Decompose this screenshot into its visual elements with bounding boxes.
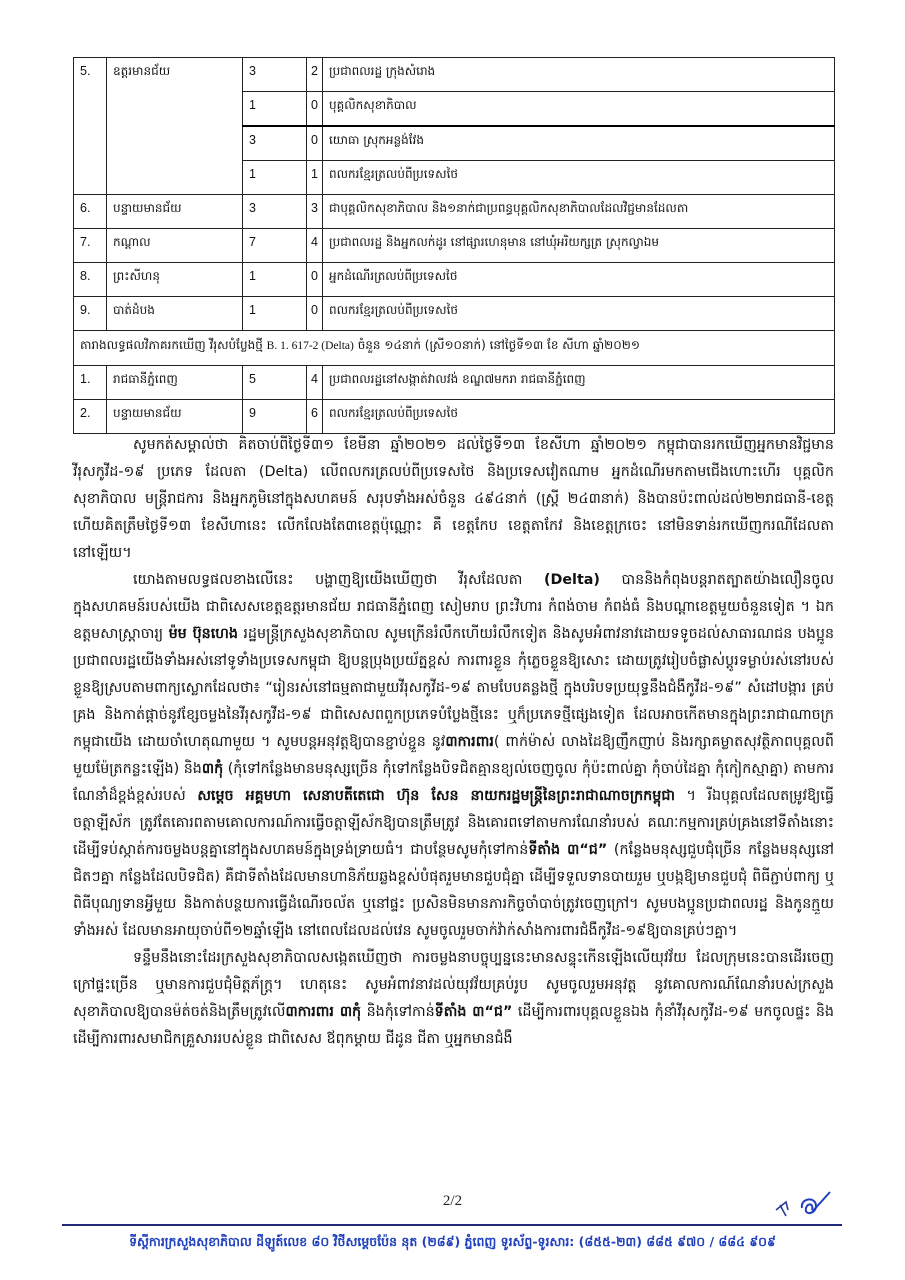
minister-name: ម៉ម ប៊ុនហេង [168, 626, 238, 642]
text-span: បាននិងកំពុងបន្តរាតត្បាតយ៉ាងលឿនចូលក្នុងសហគមន៍របស់យើង ជាពិសេសខេត្តឧត្តរមានជ័យ រាជធានីភ្នំពេញ សៀមរាប ព្រះវិហារ កំពង់ចាម កំពង់ធំ និងបណ្តាខេត្តមួយចំនួនទៀត ។ ឯកឧត្តមសាស្ត្រាចារ្យ [73, 572, 835, 642]
description-cell: ប្រជាពលរដ្ឋនៅសង្កាត់វាលវង់ ខណ្ឌ៧មករា រាជធានីភ្នំពេញ [323, 366, 835, 400]
row-number: 9. [74, 297, 107, 331]
paragraph-prevention-appeal [73, 567, 834, 945]
description-cell: ជាបុគ្គលិកសុខាភិបាល និង១នាក់ជាប្រពន្ធបុគ្គលិកសុខាភិបាលដែលវិជ្ជមានដែលតា [323, 195, 835, 229]
female-cell: 0 [307, 297, 323, 331]
total-cell: 1 [243, 263, 307, 297]
three-donts: ៣កុំ [201, 761, 224, 777]
text-span: (កុំទៅកន្លែងមានមនុស្សច្រើន កុំទៅកន្លែងបិទជិតគ្មានខ្យល់ចេញចូល កុំប៉ះពាល់គ្នា កុំចាប់ដៃគ្នា កុំកៀកស្មាគ្នា) តាមការណែនាំដ៏ខ្ពង់ខ្ពស់របស់ [73, 761, 834, 804]
province-cell: ឧត្តរមានជ័យ [107, 58, 243, 195]
text-span: និងកុំទៅកាន់ [366, 1004, 435, 1020]
female-cell: 0 [307, 126, 323, 161]
female-cell: 1 [307, 161, 323, 195]
text-span: (កន្លែងមនុស្សជួបជុំច្រើន កន្លែងមនុស្សនៅជិតៗគ្នា កន្លែងដែលបិទជិត) គឺជាទីតាំងដែលមានហានិភ័យឆ្លងខ្ពស់បំផុតរួមមានជួបជុំគ្នា ដើម្បីទទួលទានបាយរួម ឬបង្កឱ្យមានជួបជុំ ពិធីភ្ជាប់ពាក្យ ឬពិធីបុណ្យទានអ្វីមួយ និងកាត់បន្ថយការធ្វើដំណើរចល័ត ឬនៅផ្ទះ ប្រសិនមិនមានភារកិច្ចចាំបាច់ត្រូវចេញក្រៅ។ សូមបងប្អូនប្រជាពលរដ្ឋ និងកូនក្មួយទាំងអស់ ដែលមានអាយុចាប់ពី១២ឆ្នាំឡើង នៅពេលដែលដល់វេន សូមចូលរួមចាក់វ៉ាក់សាំងការពារជំងឺកូវីដ-១៩ឱ្យបានគ្រប់ៗគ្នា។ [73, 842, 835, 939]
description-cell: បុគ្គលិកសុខាភិបាល [323, 92, 835, 127]
total-cell: 3 [243, 195, 307, 229]
heading-prefix: តារាងលទ្ធផលវិភាគរកឃើញ វីរុសបំប្លែងថ្មី [80, 338, 263, 352]
description-cell: ប្រជាពលរដ្ឋ ក្រុងសំរោង [323, 58, 835, 92]
prime-minister-title: សម្តេច អគ្គមហា សេនាបតីតេជោ ហ៊ុន សែន នាយករដ្ឋមន្ត្រីនៃព្រះរាជាណាចក្រកម្ពុជា [197, 788, 675, 804]
heading-variant: B. 1. 617-2 (Delta) [266, 340, 354, 352]
three-places: ទីតាំង ៣“ជ” [434, 1004, 513, 1020]
total-cell: 9 [243, 400, 307, 434]
row-number: 1. [74, 366, 107, 400]
female-cell: 6 [307, 400, 323, 434]
province-cell: បាត់ដំបង [107, 297, 243, 331]
table-row [74, 297, 835, 331]
text-span: រដ្ឋមន្ត្រីក្រសួងសុខាភិបាល សូមក្រើនរំលឹកហើយរំលឹកទៀត និងសូមអំពាវនាវដោយទទូចដល់សាធារណជន បងប្អូនប្រជាពលរដ្ឋយើងទាំងអស់នៅទូទាំងប្រទេសកម្ពុជា ឱ្យបន្តប្រុងប្រយ័ត្នខ្ពស់ ការពារខ្លួន កុំភ្លេចខ្លួនឱ្យសោះ ដោយត្រូវរៀបចំផ្លាស់ប្តូរទម្លាប់រស់នៅរបស់ខ្លួនឱ្យស្របតាមពាក្យស្លោកដែលថា៖ “រៀនរស់នៅធម្មតាជាមួយវីរុសកូវីដ-១៩ តាមបែបគន្លងថ្មី ក្នុងបរិបទប្រយុទ្ធនឹងជំងឺកូវីដ-១៩” សំដៅបង្ការ គ្រប់គ្រង និងកាត់ផ្តាច់នូវខ្សែចម្លងនៃវីរុសកូវីដ-១៩ ជាពិសេសពពួកប្រភេទបំប្លែងថ្មីនេះ ឬក៏ប្រភេទថ្មីផ្សេងទៀត ដែលអាចកើតមានក្នុងព្រះរាជាណាចក្រកម្ពុជាយើង ដោយចាំហេតុណាមួយ ។ សូមបន្តអនុវត្តឱ្យបានខ្ជាប់ខ្ជួន នូវ [73, 626, 835, 750]
description-cell: អ្នកដំណើរត្រលប់ពីប្រទេសថៃ [323, 263, 835, 297]
total-cell: 1 [243, 92, 307, 127]
total-cell: 1 [243, 297, 307, 331]
total-cell: 3 [243, 126, 307, 161]
total-cell: 5 [243, 366, 307, 400]
description-cell: ប្រជាពលរដ្ឋ និងអ្នកលក់ដូរ នៅផ្សារហេនុមាន នៅឃុំអរិយក្សត្រ ស្រុកល្វាឯម [323, 229, 835, 263]
table-section-heading [74, 331, 835, 366]
female-cell: 2 [307, 58, 323, 92]
delta-cases-table [73, 57, 835, 434]
row-number: 6. [74, 195, 107, 229]
total-cell: 7 [243, 229, 307, 263]
province-cell: ព្រះសីហនុ [107, 263, 243, 297]
table-row [74, 400, 835, 434]
description-cell: ពលករខ្មែរត្រលប់ពីប្រទេសថៃ [323, 400, 835, 434]
table-section-heading-row [74, 331, 835, 366]
province-cell: កណ្តាល [107, 229, 243, 263]
province-cell: រាជធានីភ្នំពេញ [107, 366, 243, 400]
initials-signature-icon [772, 1188, 842, 1224]
female-cell: 4 [307, 366, 323, 400]
three-places: ទីតាំង ៣“ជ” [528, 842, 608, 858]
province-cell: បន្ទាយមានជ័យ [107, 400, 243, 434]
delta-term: (Delta) [543, 572, 600, 588]
female-cell: 3 [307, 195, 323, 229]
total-cell: 1 [243, 161, 307, 195]
female-cell: 4 [307, 229, 323, 263]
female-cell: 0 [307, 263, 323, 297]
footer-address: ទីស្តីការក្រសួងសុខាភិបាល ដីឡូត៍លេខ ៨០ វិថីសម្តេចប៉ែន នុត (២៨៩) ភ្នំពេញ ទូរស័ព្ទ-ទូរសារ: (៨៥៥-២៣) ៨៨៥ ៩៧០ / ៨៨៤ ៩០៩ [129, 1234, 776, 1249]
paragraph-youth-appeal [73, 945, 834, 1053]
total-cell: 3 [243, 58, 307, 92]
female-cell: 0 [307, 92, 323, 127]
row-number: 8. [74, 263, 107, 297]
row-number: 7. [74, 229, 107, 263]
table-row [74, 366, 835, 400]
page-number: 2/2 [442, 1193, 463, 1209]
row-number: 2. [74, 400, 107, 434]
body-text [73, 432, 834, 1053]
province-cell: បន្ទាយមានជ័យ [107, 195, 243, 229]
description-cell: ពលករខ្មែរត្រលប់ពីប្រទេសថៃ [323, 161, 835, 195]
three-protections-three-donts: ៣ការពារ ៣កុំ [285, 1004, 362, 1020]
description-cell: ពលករខ្មែរត្រលប់ពីប្រទេសថៃ [323, 297, 835, 331]
table-row [74, 195, 835, 229]
text-span: ដើម្បីការពារបុគ្គលខ្លួនឯង កុំនាំវីរុសកូវីដ-១៩ មកចូលផ្ទះ និងដើម្បីការពារសមាជិកគ្រួសាររបស់ខ្លួន ជាពិសេស ឪពុកម្តាយ ជីដូន ជីតា ឬអ្នកមានជំងឺ [73, 1004, 834, 1047]
heading-suffix: ចំនួន ១៤នាក់ (ស្រី១០នាក់) នៅថ្ងៃទី១៣ ខែ សីហា ឆ្នាំ២០២១ [357, 338, 640, 352]
row-number: 5. [74, 58, 107, 195]
three-protections: ៣ការពារ [445, 734, 494, 750]
table-row [74, 229, 835, 263]
text-span: ទន្ទឹមនឹងនោះដែរក្រសួងសុខាភិបាលសង្កេតឃើញថា ការចម្លងនាបច្ចុប្បន្ននេះមានសន្ទុះកើនឡើងលើយុវវ័យ ដែលក្រុមនេះបានដើរចេញក្រៅផ្ទះច្រើន ឬមានការជួបជុំមិត្តភ័ក្ត្រ។ ហេតុនេះ សូមអំពាវនាវដល់យុវវ័យគ្រប់រូប សូមចូលរួមអនុវត្ត នូវគោលការណ៍ណែនាំរបស់ក្រសួងសុខាភិបាលឱ្យបានម៉ត់ចត់និងត្រឹមត្រូវលើ [73, 950, 834, 1020]
text-span: ។ រីឯបុគ្គលដែលតម្រូវឱ្យធ្វើ ចត្តាឡីស័ក ត្រូវតែគោរពតាមគោលការណ៍ការធ្វើចត្តាឡីស័កឱ្យបានត្រឹមត្រូវ និងគោរពទៅតាមការណែនាំរបស់ គណៈកម្មការគ្រប់គ្រងនៅទីតាំងនោះ ដើម្បីទប់ស្កាត់ការចម្លងបន្តគ្នានៅក្នុងសហគមន៍ក្នុងទ្រង់ទ្រាយធំ។ ជាបន្ថែមសូមកុំទៅកាន់ [73, 788, 834, 858]
description-cell: យោធា ស្រុកអន្លង់វែង [323, 126, 835, 161]
table-row [74, 263, 835, 297]
paragraph-cumulative-cases: សូមកត់សម្គាល់ថា គិតចាប់ពីថ្ងៃទី៣១ ខែមីនា ឆ្នាំ២០២១ ដល់ថ្ងៃទី១៣ ខែសីហា ឆ្នាំ២០២១ កម្ពុជាបានរកឃើញអ្នកមានវិជ្ជមានវីរុសកូវីដ-១៩ ប្រភេទ ដែលតា (Delta) លើពលករត្រលប់ពីប្រទេសថៃ និងប្រទេសវៀតណាម អ្នកដំណើរមកតាមជើងហោះហើរ បុគ្គលិកសុខាភិបាល មន្ត្រីរាជការ និងអ្នកភូមិនៅក្នុងសហគមន៍ សរុបទាំងអស់ចំនួន ៤៩៤នាក់ (ស្ត្រី ២៤៣នាក់) និងបានប៉ះពាល់ដល់២២រាជធានី-ខេត្តហើយគិតត្រឹមថ្ងៃទី១៣ ខែសីហានេះ លើកលែងតែ៣ខេត្តប៉ុណ្ណោះ គឺ ខេត្តកែប ខេត្តតាកែវ និងខេត្តក្រចេះ នៅមិនទាន់រកឃើញករណីដែលតានៅឡើយ។ [73, 437, 834, 561]
text-span: យោងតាមលទ្ធផលខាងលើនេះ បង្ហាញឱ្យយើងឃើញថា វីរុសដែលតា [133, 572, 523, 588]
text-span: ( ពាក់ម៉ាស់ លាងដៃឱ្យញឹកញាប់ និងរក្សាគម្លាតសុវត្ថិភាពបុគ្គលពីមួយម៉ែត្រកន្លះឡើង) និង [73, 734, 834, 777]
table-row [74, 58, 835, 92]
footer-divider [62, 1224, 842, 1226]
